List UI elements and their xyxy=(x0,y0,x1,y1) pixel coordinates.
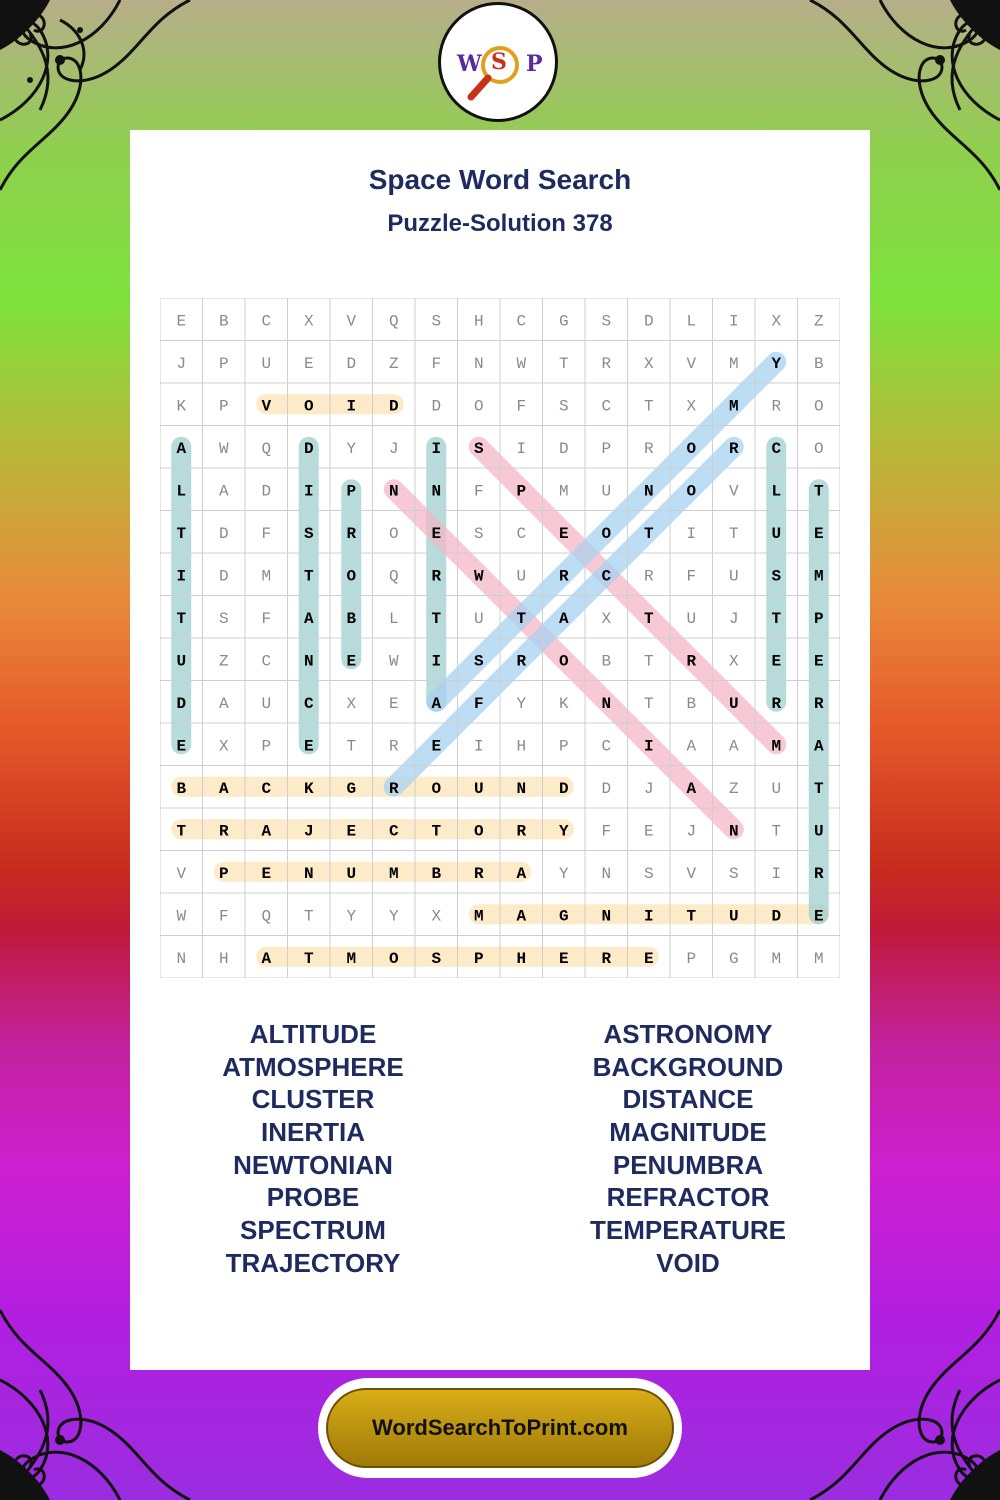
grid-letter: G xyxy=(728,949,739,968)
grid-letter: Y xyxy=(388,907,399,926)
grid-letter: M xyxy=(813,949,824,968)
grid-letter: W xyxy=(473,567,484,586)
grid-letter: T xyxy=(813,779,824,798)
grid-letter: N xyxy=(516,779,527,798)
grid-letter: C xyxy=(261,652,272,671)
grid-letter: Q xyxy=(388,312,399,331)
grid-letter: X xyxy=(601,609,612,628)
grid-letter: R xyxy=(813,694,824,713)
grid-letter: E xyxy=(346,652,357,671)
grid-letter: S xyxy=(303,524,314,543)
grid-letter: C xyxy=(516,524,527,543)
grid-letter: P xyxy=(218,397,229,416)
grid-letter: A xyxy=(516,907,527,926)
grid-letter: N xyxy=(388,482,399,501)
grid-letter: N xyxy=(473,354,484,373)
grid-letter: L xyxy=(771,482,782,501)
grid-letter: R xyxy=(771,397,782,416)
grid-letter: D xyxy=(558,439,569,458)
grid-letter: O xyxy=(558,652,569,671)
word-list-item: BACKGROUND xyxy=(592,1051,784,1082)
grid-letter: A xyxy=(218,694,229,713)
grid-letter: M xyxy=(728,354,739,373)
grid-letter: R xyxy=(473,864,484,883)
grid-letter: I xyxy=(516,439,527,458)
grid-letter: C xyxy=(261,312,272,331)
grid-letter: W xyxy=(516,354,527,373)
grid-letter: N xyxy=(601,864,612,883)
grid-letter: C xyxy=(516,312,527,331)
grid-letter: N xyxy=(601,694,612,713)
grid-letter: X xyxy=(728,652,739,671)
grid-letter: T xyxy=(643,397,654,416)
grid-letter: V xyxy=(346,312,357,331)
grid-letter: R xyxy=(516,822,527,841)
grid-letter: E xyxy=(813,524,824,543)
grid-letter: T xyxy=(686,907,697,926)
site-link-label[interactable]: WordSearchToPrint.com xyxy=(326,1388,674,1468)
word-list-item: TEMPERATURE xyxy=(590,1215,786,1246)
grid-letter: U xyxy=(261,354,272,373)
grid-letter: U xyxy=(771,524,782,543)
grid-letter: T xyxy=(303,567,314,586)
grid-letter: F xyxy=(261,609,272,628)
grid-letter: O xyxy=(388,524,399,543)
grid-letter: E xyxy=(643,949,654,968)
grid-letter: X xyxy=(431,907,442,926)
grid-letter: T xyxy=(303,949,314,968)
grid-letter: Z xyxy=(728,779,739,798)
grid-letter: U xyxy=(176,652,187,671)
grid-letter: S xyxy=(643,864,654,883)
grid-letter: P xyxy=(601,439,612,458)
grid-letter: O xyxy=(601,524,612,543)
grid-letter: B xyxy=(346,609,357,628)
grid-letter: B xyxy=(218,312,229,331)
grid-letter: F xyxy=(601,822,612,841)
grid-letter: O xyxy=(431,779,442,798)
grid-letter: U xyxy=(728,907,739,926)
grid-letter: W xyxy=(218,439,229,458)
grid-letter: R xyxy=(813,864,824,883)
grid-letter: T xyxy=(643,524,654,543)
grid-letter: R xyxy=(643,567,654,586)
grid-letter: R xyxy=(431,567,442,586)
grid-letter: C xyxy=(261,779,272,798)
grid-letter: A xyxy=(176,439,187,458)
grid-letter: L xyxy=(686,312,697,331)
grid-letter: I xyxy=(643,737,654,756)
grid-letter: P xyxy=(558,737,569,756)
grid-letter: J xyxy=(643,779,654,798)
grid-letter: U xyxy=(601,482,612,501)
grid-letter: E xyxy=(303,354,314,373)
grid-letter: R xyxy=(686,652,697,671)
grid-letter: I xyxy=(176,567,187,586)
grid-letter: I xyxy=(728,312,739,331)
grid-letter: I xyxy=(686,524,697,543)
grid-letter: T xyxy=(643,652,654,671)
grid-letter: I xyxy=(643,907,654,926)
grid-letter: P xyxy=(261,737,272,756)
grid-letter: P xyxy=(346,482,357,501)
grid-letter: S xyxy=(218,609,229,628)
grid-letter: O xyxy=(473,822,484,841)
grid-letter: B xyxy=(176,779,187,798)
grid-letter: A xyxy=(303,609,314,628)
grid-letter: V xyxy=(728,482,739,501)
word-list-item: PENUMBRA xyxy=(612,1149,764,1180)
grid-letter: O xyxy=(388,949,399,968)
grid-letter: Q xyxy=(388,567,399,586)
grid-letter: F xyxy=(686,567,697,586)
grid-letter: S xyxy=(771,567,782,586)
word-list-item: CLUSTER xyxy=(251,1084,375,1115)
grid-letter: T xyxy=(771,609,782,628)
grid-letter: S xyxy=(601,312,612,331)
grid-letter: Y xyxy=(516,694,527,713)
grid-letter: I xyxy=(303,482,314,501)
page-title: Space Word Search xyxy=(368,164,632,195)
grid-letter: E xyxy=(431,524,442,543)
grid-letter: K xyxy=(176,397,187,416)
grid-letter: Y xyxy=(346,907,357,926)
grid-letter: D xyxy=(346,354,357,373)
grid-letter: S xyxy=(473,524,484,543)
grid-letter: A xyxy=(558,609,569,628)
grid-letter: T xyxy=(176,822,187,841)
grid-letter: A xyxy=(516,864,527,883)
grid-letter: A xyxy=(686,737,697,756)
grid-letter: J xyxy=(176,354,187,373)
logo-letter-s: S xyxy=(491,49,507,75)
grid-letter: C xyxy=(303,694,314,713)
word-list-item: NEWTONIAN xyxy=(233,1149,393,1180)
grid-letter: N xyxy=(431,482,442,501)
grid-letter: U xyxy=(346,864,357,883)
grid-letter: V xyxy=(261,397,272,416)
grid-letter: C xyxy=(601,567,612,586)
grid-letter: N xyxy=(176,949,187,968)
grid-letter: K xyxy=(558,694,569,713)
grid-letter: E xyxy=(813,907,824,926)
grid-letter: O xyxy=(686,482,697,501)
grid-letter: D xyxy=(431,397,442,416)
grid-letter: W xyxy=(388,652,399,671)
grid-letter: X xyxy=(643,354,654,373)
site-link-button[interactable] xyxy=(318,1378,682,1478)
word-list-item: REFRACTOR xyxy=(606,1182,770,1213)
grid-letter: B xyxy=(431,864,442,883)
word-list-item: ATMOSPHERE xyxy=(222,1051,404,1082)
grid-letter: E xyxy=(388,694,399,713)
grid-letter: D xyxy=(261,482,272,501)
grid-letter: G xyxy=(346,779,357,798)
grid-letter: Y xyxy=(771,354,782,373)
grid-letter: M xyxy=(473,907,484,926)
grid-letter: J xyxy=(388,439,399,458)
grid-letter: U xyxy=(771,779,782,798)
grid-letter: D xyxy=(643,312,654,331)
word-list-item: SPECTRUM xyxy=(240,1215,386,1246)
grid-letter: R xyxy=(388,737,399,756)
grid-letter: A xyxy=(813,737,824,756)
page-subtitle: Puzzle-Solution 378 xyxy=(387,210,613,237)
grid-letter: M xyxy=(728,397,739,416)
grid-letter: Y xyxy=(346,439,357,458)
grid-letter: E xyxy=(558,949,569,968)
grid-letter: B xyxy=(813,354,824,373)
grid-letter: T xyxy=(643,694,654,713)
grid-letter: X xyxy=(303,312,314,331)
grid-letter: R xyxy=(728,439,739,458)
word-list-item: PROBE xyxy=(266,1182,360,1213)
grid-canvas xyxy=(160,298,840,978)
grid-letter: J xyxy=(303,822,314,841)
grid-letter: T xyxy=(431,822,442,841)
grid-letter: H xyxy=(516,949,527,968)
grid-letter: D xyxy=(303,439,314,458)
grid-letter: J xyxy=(728,609,739,628)
grid-letter: E xyxy=(346,822,357,841)
grid-letter: M xyxy=(261,567,272,586)
grid-letter: Z xyxy=(813,312,824,331)
grid-letter: D xyxy=(218,524,229,543)
grid-letter: Z xyxy=(218,652,229,671)
grid-letter: E xyxy=(261,864,272,883)
grid-letter: O xyxy=(473,397,484,416)
grid-letter: S xyxy=(473,439,484,458)
grid-letter: T xyxy=(516,609,527,628)
grid-letter: S xyxy=(431,949,442,968)
grid-letter: Q xyxy=(261,439,272,458)
logo-letter-p: P xyxy=(526,51,543,77)
logo-letter-w: W xyxy=(457,51,482,77)
grid-letter: M xyxy=(558,482,569,501)
word-list-item: TRAJECTORY xyxy=(225,1247,401,1278)
grid-letter: S xyxy=(728,864,739,883)
grid-letter: X xyxy=(218,737,229,756)
grid-letter: F xyxy=(473,482,484,501)
grid-letter: R xyxy=(643,439,654,458)
grid-letter: F xyxy=(473,694,484,713)
grid-letter: O xyxy=(686,439,697,458)
grid-letter: T xyxy=(176,609,187,628)
grid-letter: V xyxy=(686,864,697,883)
grid-letter: D xyxy=(601,779,612,798)
word-list-item: MAGNITUDE xyxy=(609,1117,767,1148)
grid-letter: U xyxy=(473,779,484,798)
grid-letter: O xyxy=(813,439,824,458)
grid-letter: D xyxy=(558,779,569,798)
grid-letter: D xyxy=(771,907,782,926)
grid-letter: H xyxy=(218,949,229,968)
grid-letter: D xyxy=(388,397,399,416)
grid-letter: S xyxy=(431,312,442,331)
grid-letter: T xyxy=(728,524,739,543)
grid-letter: U xyxy=(813,822,824,841)
grid-letter: U xyxy=(686,609,697,628)
grid-letter: W xyxy=(176,907,187,926)
grid-letter: Q xyxy=(261,907,272,926)
grid-letter: Z xyxy=(388,354,399,373)
grid-letter: T xyxy=(771,822,782,841)
grid-letter: R xyxy=(388,779,399,798)
grid-letter: D xyxy=(218,567,229,586)
grid-letter: P xyxy=(473,949,484,968)
grid-letter: E xyxy=(813,652,824,671)
grid-letter: Y xyxy=(558,864,569,883)
grid-letter: N xyxy=(303,652,314,671)
grid-letter: T xyxy=(303,907,314,926)
grid-letter: C xyxy=(388,822,399,841)
grid-letter: E xyxy=(558,524,569,543)
grid-letter: E xyxy=(176,312,187,331)
grid-letter: M xyxy=(771,737,782,756)
grid-letter: T xyxy=(643,609,654,628)
grid-letter: S xyxy=(558,397,569,416)
grid-letter: M xyxy=(346,949,357,968)
grid-letter: C xyxy=(601,397,612,416)
grid-letter: L xyxy=(176,482,187,501)
grid-letter: M xyxy=(813,567,824,586)
grid-letter: N xyxy=(303,864,314,883)
grid-letter: T xyxy=(431,609,442,628)
wsp-logo xyxy=(438,2,558,122)
grid-letter: D xyxy=(176,694,187,713)
grid-letter: I xyxy=(431,439,442,458)
grid-letter: E xyxy=(431,737,442,756)
grid-letter: G xyxy=(558,312,569,331)
grid-letter: V xyxy=(176,864,187,883)
grid-letter: I xyxy=(346,397,357,416)
grid-letter: N xyxy=(643,482,654,501)
grid-letter: J xyxy=(686,822,697,841)
grid-letter: L xyxy=(388,609,399,628)
grid-letter: I xyxy=(431,652,442,671)
grid-letter: X xyxy=(346,694,357,713)
word-list-item: INERTIA xyxy=(261,1117,365,1148)
grid-letter: H xyxy=(473,312,484,331)
word-list-left xyxy=(128,1018,498,1280)
grid-letter: A xyxy=(728,737,739,756)
grid-letter: R xyxy=(516,652,527,671)
grid-letter: X xyxy=(771,312,782,331)
grid-letter: A xyxy=(261,949,272,968)
grid-letter: Y xyxy=(558,822,569,841)
grid-letter: U xyxy=(261,694,272,713)
grid-letter: E xyxy=(176,737,187,756)
grid-letter: O xyxy=(303,397,314,416)
word-list-item: DISTANCE xyxy=(622,1084,754,1115)
grid-letter: C xyxy=(601,737,612,756)
grid-letter: M xyxy=(388,864,399,883)
grid-letter: R xyxy=(218,822,229,841)
grid-letter: R xyxy=(771,694,782,713)
grid-letter: P xyxy=(218,864,229,883)
grid-letter: T xyxy=(176,524,187,543)
grid-letter: U xyxy=(516,567,527,586)
grid-letter: F xyxy=(516,397,527,416)
word-search-grid xyxy=(160,298,840,978)
grid-letter: A xyxy=(218,779,229,798)
grid-letter: A xyxy=(218,482,229,501)
grid-letter: T xyxy=(558,354,569,373)
grid-letter: O xyxy=(813,397,824,416)
grid-letter: N xyxy=(728,822,739,841)
grid-letter: V xyxy=(686,354,697,373)
grid-letter: E xyxy=(771,652,782,671)
grid-letter: F xyxy=(218,907,229,926)
grid-letter: I xyxy=(473,737,484,756)
grid-letter: E xyxy=(643,822,654,841)
grid-letter: F xyxy=(261,524,272,543)
grid-letter: R xyxy=(346,524,357,543)
grid-letter: O xyxy=(346,567,357,586)
grid-letter: T xyxy=(813,482,824,501)
grid-letter: N xyxy=(601,907,612,926)
grid-letter: S xyxy=(473,652,484,671)
grid-letter: R xyxy=(601,354,612,373)
grid-letter: F xyxy=(431,354,442,373)
grid-letter: A xyxy=(261,822,272,841)
grid-letter: P xyxy=(686,949,697,968)
grid-letter: C xyxy=(771,439,782,458)
puzzle-card xyxy=(130,130,870,1370)
grid-letter: A xyxy=(686,779,697,798)
grid-letter: X xyxy=(686,397,697,416)
grid-letter: B xyxy=(686,694,697,713)
grid-letter: E xyxy=(303,737,314,756)
grid-letter: K xyxy=(303,779,314,798)
grid-letter: B xyxy=(601,652,612,671)
grid-letter: A xyxy=(431,694,442,713)
grid-letter: G xyxy=(558,907,569,926)
grid-letter: T xyxy=(346,737,357,756)
word-list-right xyxy=(503,1018,873,1280)
grid-letter: I xyxy=(771,864,782,883)
grid-letter: P xyxy=(218,354,229,373)
word-list-item: VOID xyxy=(656,1247,720,1278)
grid-letter: U xyxy=(473,609,484,628)
grid-letter: M xyxy=(771,949,782,968)
grid-letter: H xyxy=(516,737,527,756)
grid-letter: P xyxy=(516,482,527,501)
grid-letter: U xyxy=(728,567,739,586)
grid-letter: U xyxy=(728,694,739,713)
grid-letter: R xyxy=(601,949,612,968)
grid-letter: R xyxy=(558,567,569,586)
word-list-item: ALTITUDE xyxy=(249,1019,377,1049)
grid-letter: P xyxy=(813,609,824,628)
word-list-item: ASTRONOMY xyxy=(603,1019,773,1049)
